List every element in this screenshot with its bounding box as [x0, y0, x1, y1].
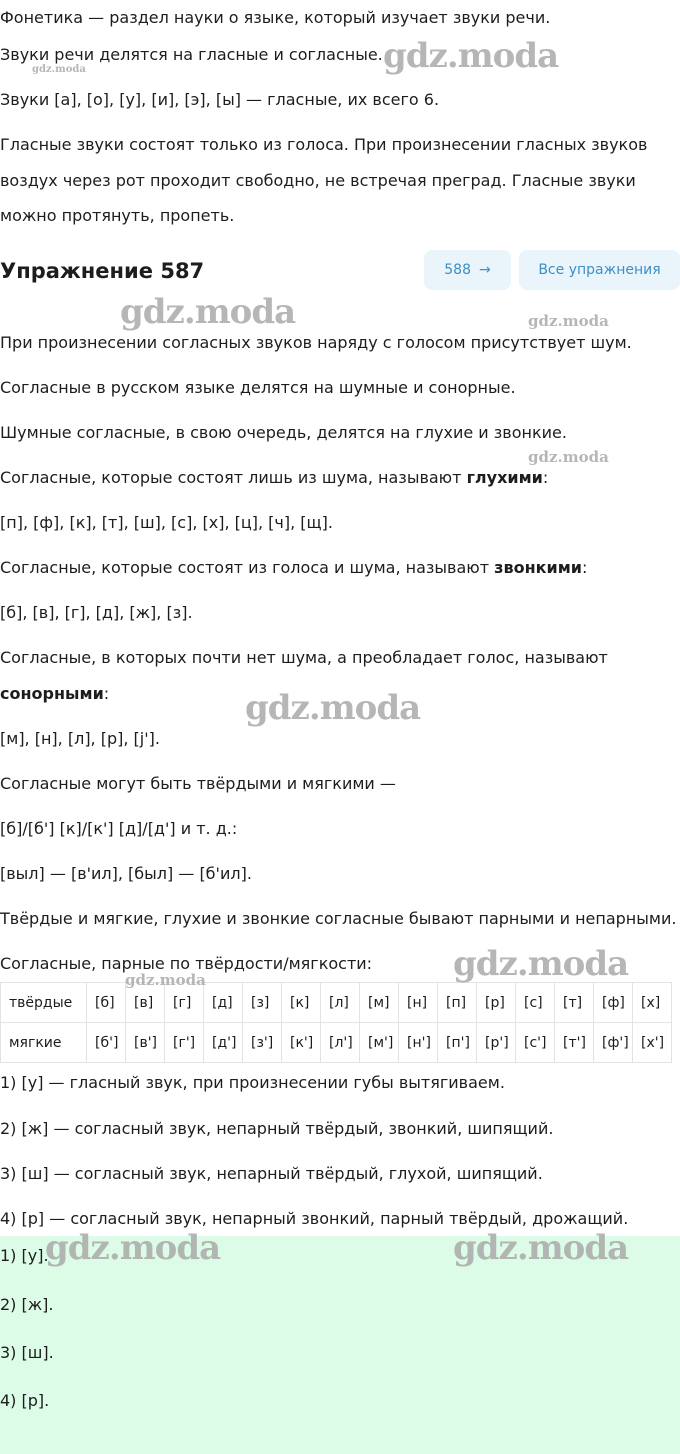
table-cell: [п]	[438, 983, 477, 1023]
table-cell: [г]	[165, 983, 204, 1023]
table-cell: [з']	[243, 1023, 282, 1063]
table-cell: [з]	[243, 983, 282, 1023]
table-cell: [п']	[438, 1023, 477, 1063]
body-text: Согласные могут быть твёрдыми и мягкими —	[0, 774, 396, 793]
all-exercises-button[interactable]: Все упражнения	[519, 250, 680, 290]
body-text: [б], [в], [г], [д], [ж], [з].	[0, 603, 193, 622]
body-text: [п], [ф], [к], [т], [ш], [с], [х], [ц], [ч], [щ].	[0, 513, 333, 532]
table-cell: [л]	[321, 983, 360, 1023]
consonant-pairs-table	[0, 982, 672, 1063]
analysis-item: 2) [ж] — согласный звук, непарный твёрдый, звонкий, шипящий.	[0, 1119, 554, 1138]
table-cell: [б]	[87, 983, 126, 1023]
body-text-part: Согласные, которые состоят лишь из шума, называют	[0, 468, 467, 487]
watermark: gdz.moda	[245, 688, 421, 728]
table-cell: [б']	[87, 1023, 126, 1063]
term-sonorant: сонорными	[0, 684, 104, 703]
table-cell: [с]	[516, 983, 555, 1023]
answer-item: 2) [ж].	[0, 1295, 54, 1314]
table-cell: [х']	[633, 1023, 672, 1063]
watermark: gdz.moda	[528, 312, 609, 330]
body-text	[0, 558, 587, 578]
table-cell: [к]	[282, 983, 321, 1023]
body-text: При произнесении согласных звуков наряду с голосом присутствует шум.	[0, 333, 632, 352]
table-row	[1, 1023, 672, 1063]
body-text: Шумные согласные, в свою очередь, делятся на глухие и звонкие.	[0, 423, 567, 442]
table-cell: [р]	[477, 983, 516, 1023]
table-cell: [р']	[477, 1023, 516, 1063]
arrow-right-icon: →	[479, 262, 491, 278]
table-cell: [ф']	[594, 1023, 633, 1063]
analysis-item: 1) [у] — гласный звук, при произнесении губы вытягиваем.	[0, 1073, 505, 1092]
table-row-label: мягкие	[1, 1023, 87, 1063]
next-exercise-label: 588	[444, 262, 471, 278]
table-cell: [в]	[126, 983, 165, 1023]
watermark: gdz.moda	[453, 1228, 629, 1268]
table-cell: [л']	[321, 1023, 360, 1063]
body-text: Согласные в русском языке делятся на шумные и сонорные.	[0, 378, 516, 397]
theory-text: можно протянуть, пропеть.	[0, 206, 235, 225]
body-text: Твёрдые и мягкие, глухие и звонкие согласные бывают парными и непарными.	[0, 909, 677, 928]
table-cell: [ф]	[594, 983, 633, 1023]
table-cell: [т']	[555, 1023, 594, 1063]
watermark: gdz.moda	[32, 64, 86, 75]
table-row	[1, 983, 672, 1023]
table-cell: [м]	[360, 983, 399, 1023]
next-exercise-button[interactable]	[424, 250, 511, 290]
body-text: Согласные, в которых почти нет шума, а преобладает голос, называют	[0, 648, 608, 667]
body-text-part: :	[103, 684, 110, 703]
theory-text: Гласные звуки состоят только из голоса. При произнесении гласных звуков	[0, 135, 648, 154]
body-text	[0, 684, 109, 704]
term-voiced: звонкими	[494, 558, 582, 577]
watermark: gdz.moda	[125, 971, 206, 989]
table-cell: [г']	[165, 1023, 204, 1063]
answer-item: 3) [ш].	[0, 1343, 54, 1362]
table-cell: [с']	[516, 1023, 555, 1063]
theory-text: воздух через рот проходит свободно, не встречая преград. Гласные звуки	[0, 171, 636, 190]
table-cell: [к']	[282, 1023, 321, 1063]
answer-item: 4) [р].	[0, 1391, 50, 1410]
analysis-item: 4) [р] — согласный звук, непарный звонкий, парный твёрдый, дрожащий.	[0, 1209, 629, 1228]
watermark: gdz.moda	[528, 448, 609, 466]
table-cell: [д]	[204, 983, 243, 1023]
watermark: gdz.moda	[45, 1228, 221, 1268]
table-cell: [д']	[204, 1023, 243, 1063]
body-text: [б]/[б'] [к]/[к'] [д]/[д'] и т. д.:	[0, 819, 238, 838]
watermark: gdz.moda	[383, 36, 559, 76]
table-row-label: твёрдые	[1, 983, 87, 1023]
watermark: gdz.moda	[120, 292, 296, 332]
body-text: [м], [н], [л], [р], [j'].	[0, 729, 160, 748]
term-voiceless: глухими	[466, 468, 543, 487]
body-text-part: :	[542, 468, 549, 487]
body-text: Согласные, парные по твёрдости/мягкости:	[0, 954, 373, 973]
theory-text: Звуки речи делятся на гласные и согласные.	[0, 45, 383, 64]
table-cell: [м']	[360, 1023, 399, 1063]
table-cell: [н]	[399, 983, 438, 1023]
table-cell: [х]	[633, 983, 672, 1023]
answer-block	[0, 1236, 680, 1454]
watermark: gdz.moda	[453, 944, 629, 984]
body-text-part: Согласные, которые состоят из голоса и шума, называют	[0, 558, 495, 577]
theory-text: Звуки [а], [о], [у], [и], [э], [ы] — гласные, их всего 6.	[0, 90, 440, 109]
table-cell: [н']	[399, 1023, 438, 1063]
body-text	[0, 468, 548, 488]
exercise-title: Упражнение 587	[0, 259, 205, 283]
theory-text: Фонетика — раздел науки о языке, который изучает звуки речи.	[0, 8, 551, 27]
answer-item: 1) [у].	[0, 1246, 49, 1265]
table-cell: [в']	[126, 1023, 165, 1063]
analysis-item: 3) [ш] — согласный звук, непарный твёрдый, глухой, шипящий.	[0, 1164, 543, 1183]
body-text-part: :	[581, 558, 588, 577]
body-text: [выл] — [в'ил], [был] — [б'ил].	[0, 864, 252, 883]
table-cell: [т]	[555, 983, 594, 1023]
